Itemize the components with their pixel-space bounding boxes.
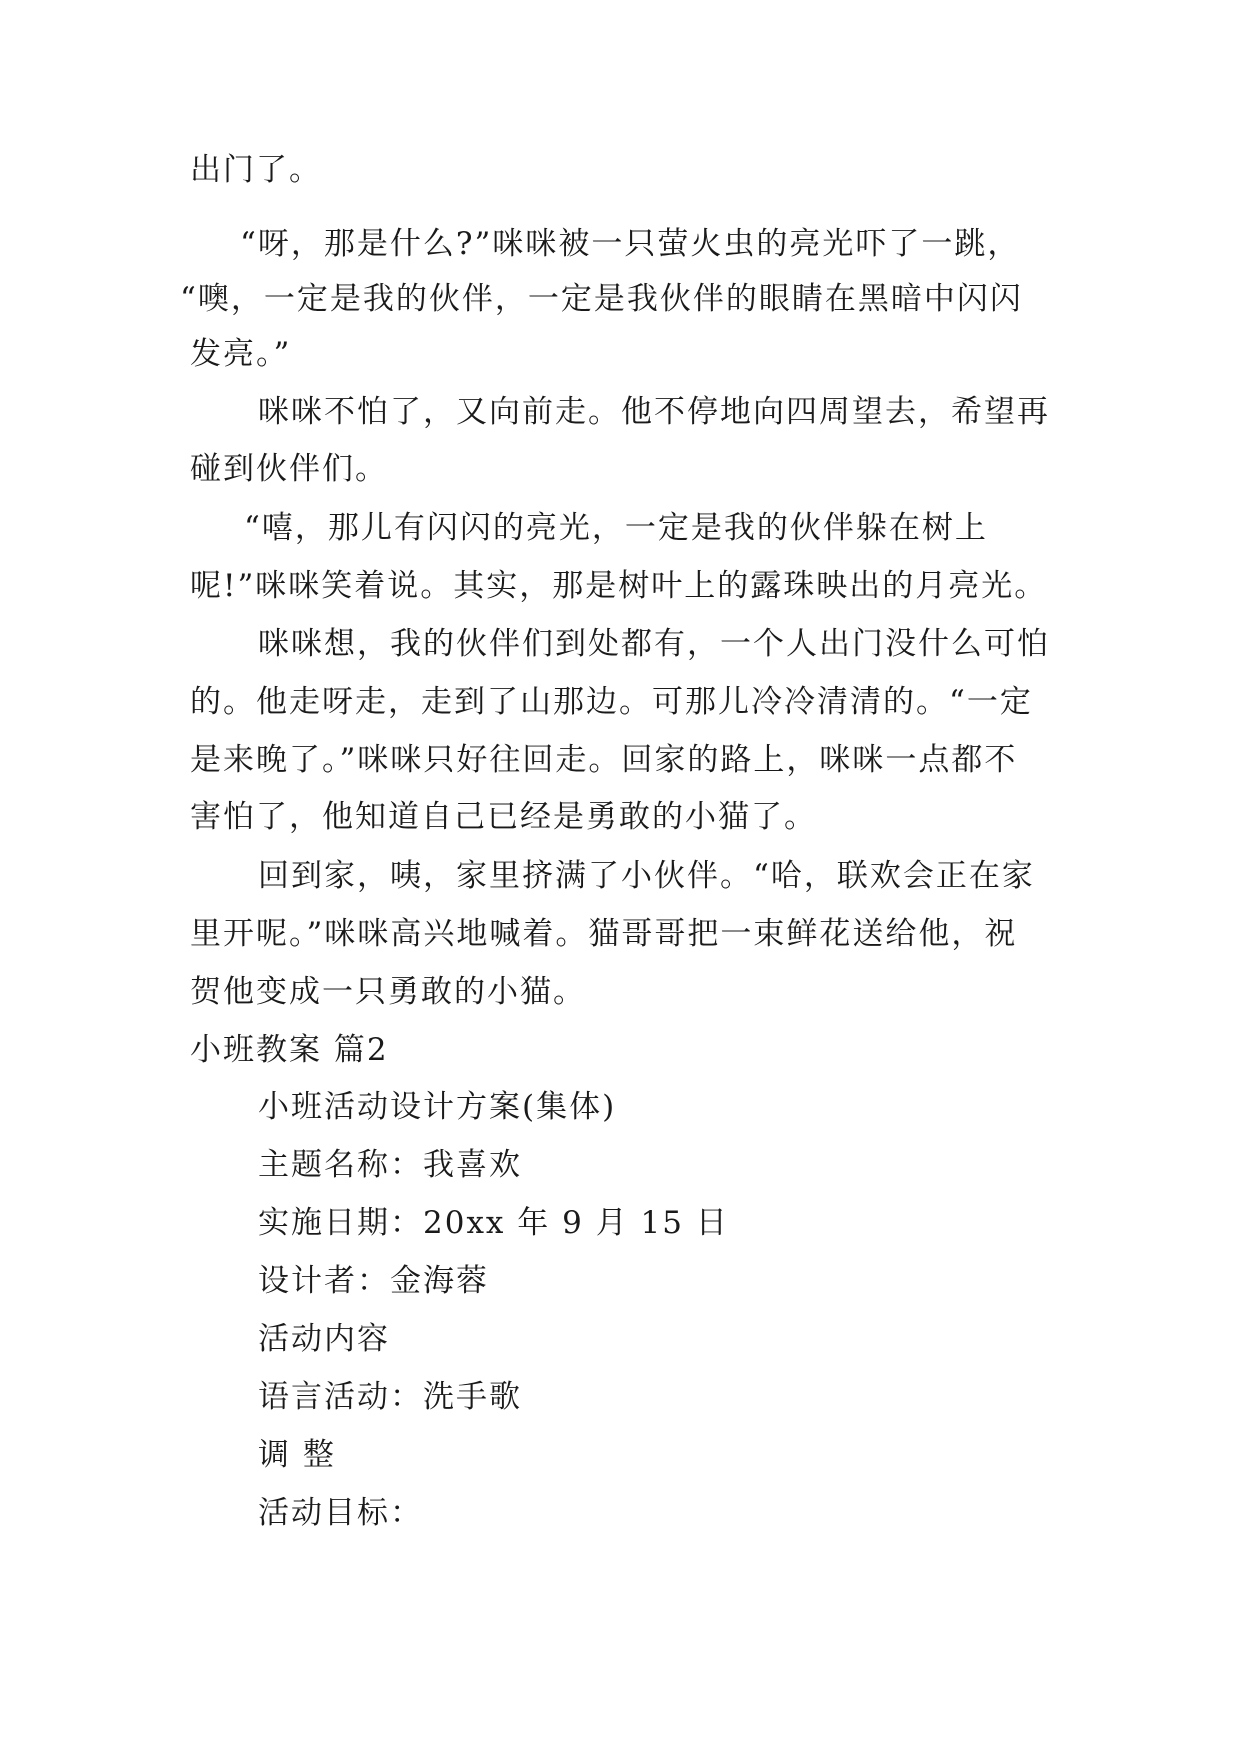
text-line: 活动内容 — [258, 1321, 390, 1357]
text-line: 是来晚了。”咪咪只好往回走。回家的路上，咪咪一点都不 — [190, 742, 1018, 778]
text-line: “噢，一定是我的伙伴，一定是我伙伴的眼睛在黑暗中闪闪 — [180, 281, 1023, 317]
text-line: 实施日期：20xx 年 9 月 15 日 — [258, 1205, 729, 1241]
text-line: 设计者：金海蓉 — [258, 1263, 489, 1299]
text-line: 贺他变成一只勇敢的小猫。 — [190, 974, 586, 1010]
text-line: 出门了。 — [190, 152, 322, 188]
text-line: 小班活动设计方案(集体) — [258, 1089, 617, 1125]
text-line: 里开呢。”咪咪高兴地喊着。猫哥哥把一束鲜花送给他，祝 — [190, 916, 1018, 952]
text-line: 活动目标： — [258, 1495, 423, 1531]
text-line: 咪咪想，我的伙伴们到处都有，一个人出门没什么可怕 — [258, 626, 1050, 662]
text-line: 呢!”咪咪笑着说。其实，那是树叶上的露珠映出的月亮光。 — [190, 568, 1048, 604]
text-line: 碰到伙伴们。 — [190, 451, 388, 487]
text-line: 主题名称：我喜欢 — [258, 1147, 522, 1183]
text-line: 调 整 — [258, 1437, 336, 1473]
text-line: 害怕了，他知道自己已经是勇敢的小猫了。 — [190, 799, 817, 835]
text-line: 语言活动：洗手歌 — [258, 1379, 522, 1415]
text-line: 发亮。” — [190, 336, 292, 372]
text-line: 回到家，咦，家里挤满了小伙伴。“哈，联欢会正在家 — [258, 858, 1035, 894]
text-line: 咪咪不怕了，又向前走。他不停地向四周望去，希望再 — [258, 394, 1050, 430]
text-line: “嘻，那儿有闪闪的亮光，一定是我的伙伴躲在树上 — [244, 510, 988, 546]
text-line: 的。他走呀走，走到了山那边。可那儿冷冷清清的。“一定 — [190, 684, 1033, 720]
section-heading: 小班教案 篇2 — [190, 1032, 389, 1068]
text-line: “呀，那是什么?”咪咪被一只萤火虫的亮光吓了一跳， — [240, 226, 1021, 262]
